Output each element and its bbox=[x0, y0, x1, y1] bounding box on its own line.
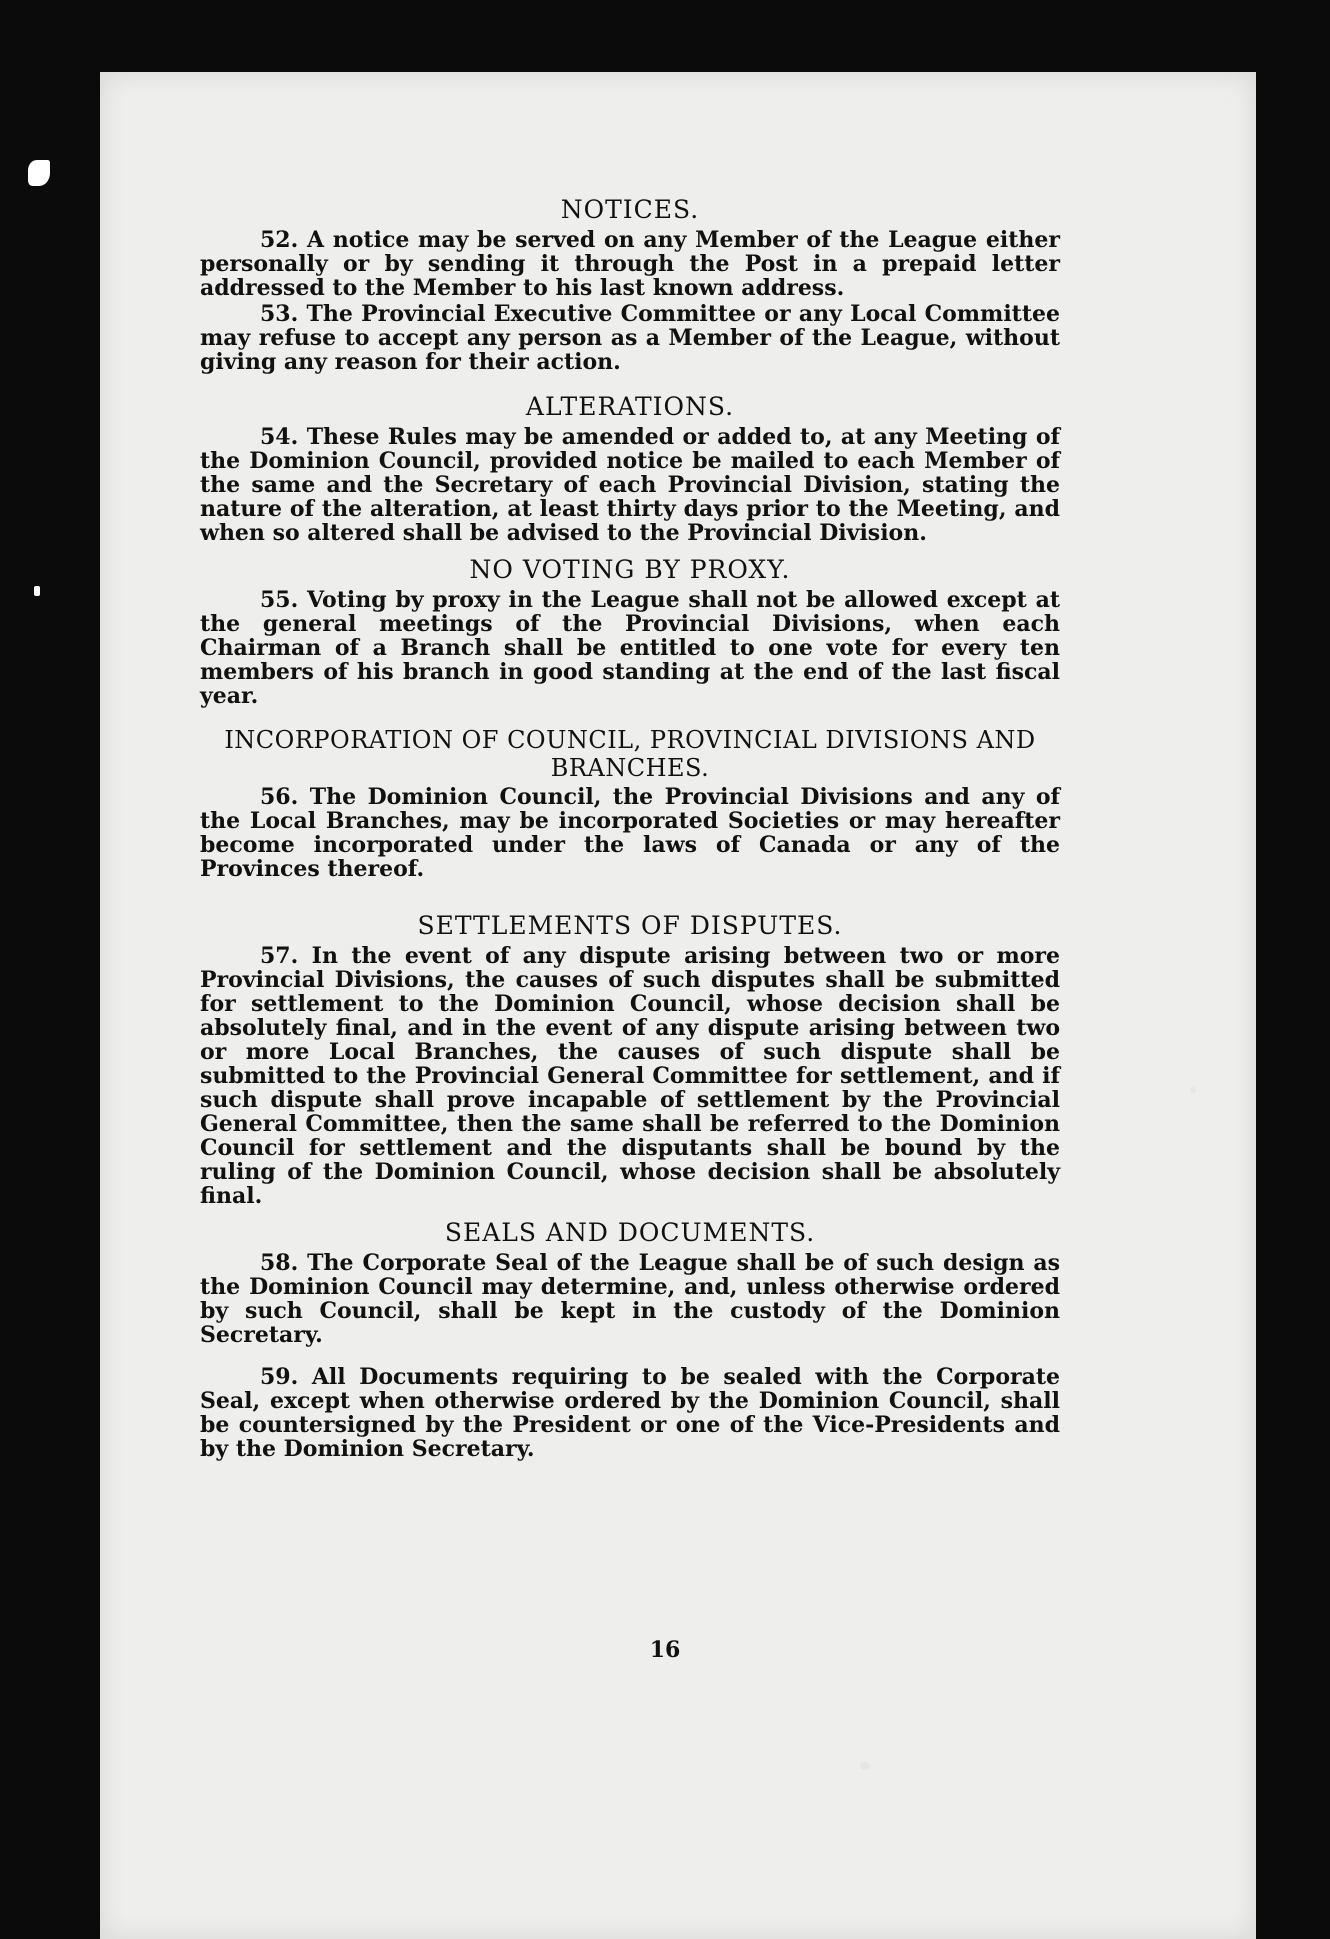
section-heading: ALTERATIONS. bbox=[525, 392, 735, 421]
paragraph-58: 58. The Corporate Seal of the League shall be of such design as the Dominion Council may determine, and, unless otherwise ordered by such Council, shall be kept in the custody of the Dominion Secretary. bbox=[200, 1250, 1060, 1348]
section-notices bbox=[200, 195, 1060, 374]
section-seals-and-documents bbox=[200, 1218, 1060, 1461]
section-alterations bbox=[200, 392, 1060, 545]
section-heading: SEALS AND DOCUMENTS. bbox=[444, 1218, 816, 1247]
section-heading: INCORPORATION OF COUNCIL, PROVINCIAL DIVISIONS AND BRANCHES. bbox=[224, 726, 1036, 782]
film-mark bbox=[28, 160, 50, 186]
paragraph-56: 56. The Dominion Council, the Provincial Divisions and any of the Local Branches, may be incorporated Societies or may hereafter become incorporated under the laws of Canada or any of the Provinces thereof. bbox=[200, 784, 1060, 882]
paragraph-55: 55. Voting by proxy in the League shall not be allowed except at the general meetings of the Provincial Divisions, when each Chairman of a Branch shall be entitled to one vote for every ten members of his branch in good standing at the end of the last fiscal year. bbox=[200, 587, 1060, 709]
section-no-voting-by-proxy bbox=[200, 555, 1060, 708]
section-incorporation bbox=[200, 726, 1060, 881]
section-settlements-of-disputes bbox=[200, 911, 1060, 1208]
paragraph-59: 59. All Documents requiring to be sealed with the Corporate Seal, except when otherwise ordered by the Dominion Council, shall be countersigned by the President or one of the Vice-Presidents and by the Dominion Secretary. bbox=[200, 1364, 1060, 1462]
paragraph-52: 52. A notice may be served on any Member of the League either personally or by sending it through the Post in a prepaid letter addressed to the Member to his last known address. bbox=[200, 227, 1060, 301]
section-heading: NOTICES. bbox=[560, 195, 700, 224]
paper-blemish bbox=[1190, 1087, 1196, 1093]
paragraph-53: 53. The Provincial Executive Committee or any Local Committee may refuse to accept any person as a Member of the League, without giving any reason for their action. bbox=[200, 301, 1060, 375]
document-body bbox=[200, 195, 1060, 1463]
section-heading: NO VOTING BY PROXY. bbox=[469, 555, 791, 584]
paragraph-57: 57. In the event of any dispute arising between two or more Provincial Divisions, the causes of such disputes shall be submitted for settlement to the Dominion Council, whose decision shall be absolutely final, and in the event of any dispute arising between two or more Local Branches, the causes of such dispute shall be submitted to the Provincial General Committee for settlement, and if such dispute shall prove incapable of settlement by the Provincial General Committee, then the same shall be referred to the Dominion Council for settlement and the disputants shall be bound by the ruling of the Dominion Council, whose decision shall be absolutely final. bbox=[200, 943, 1060, 1209]
film-mark bbox=[34, 586, 40, 596]
paragraph-54: 54. These Rules may be amended or added to, at any Meeting of the Dominion Council, provided notice be mailed to each Member of the same and the Secretary of each Provincial Division, stating the nature of the alteration, at least thirty days prior to the Meeting, and when so altered shall be advised to the Provincial Division. bbox=[200, 424, 1060, 546]
page-number: 16 bbox=[649, 1637, 681, 1663]
section-heading: SETTLEMENTS OF DISPUTES. bbox=[417, 911, 843, 940]
paper-blemish bbox=[860, 1762, 870, 1770]
